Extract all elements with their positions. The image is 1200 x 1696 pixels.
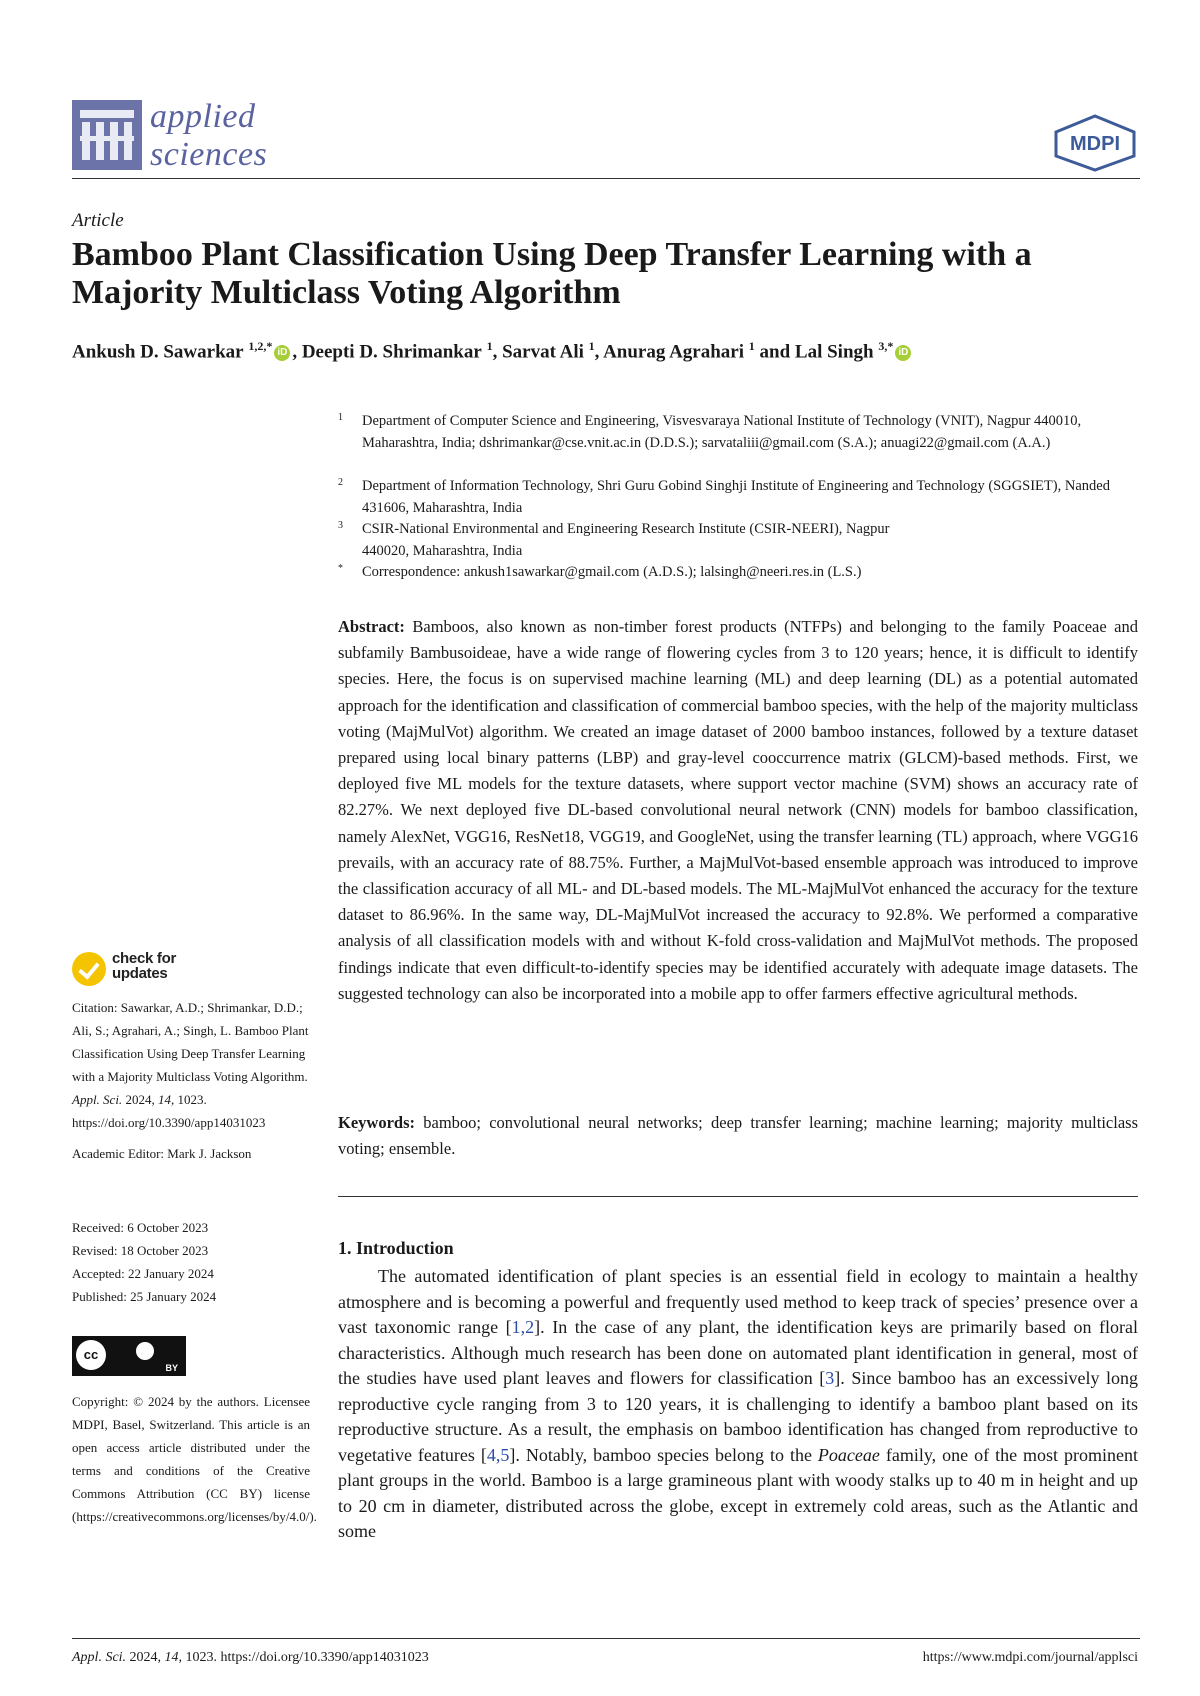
- footer-rule: [72, 1638, 1140, 1639]
- publisher-name: MDPI: [1070, 133, 1120, 155]
- keywords-text: bamboo; convolutional neural networks; deep transfer learning; machine learning; majority multiclass voting; ensemble.: [338, 1113, 1138, 1159]
- affiliation: Department of Computer Science and Engineering, Visvesvaraya National Institute of Technology (VNIT), Nagpur 440010, Maharashtra, India; dshrimankar@cse.vnit.ac.in (D.D.S.); sarvataliii@gmail.com (S.A.); anuagi22@gmail.com (A.A.): [362, 413, 1082, 451]
- author-name: Anurag Agrahari: [603, 341, 745, 363]
- header-rule: [72, 178, 1140, 179]
- received-date: Received: 6 October 2023: [72, 1220, 209, 1235]
- citation-link[interactable]: 1,2: [511, 1317, 535, 1337]
- citation-journal: Appl. Sci.: [72, 1092, 123, 1107]
- revised-date: Revised: 18 October 2023: [72, 1243, 209, 1258]
- author-affil-sup: 3,*: [878, 339, 894, 353]
- dates-block: [72, 1216, 310, 1308]
- paper-title: Bamboo Plant Classification Using Deep Transfer Learning with a Majority Multiclass Voting Algorithm: [72, 236, 1032, 311]
- citation-link[interactable]: 3: [825, 1368, 835, 1388]
- by-label: BY: [165, 1363, 178, 1373]
- affiliation-number: 2: [338, 477, 343, 488]
- author-affil-sup: 1: [486, 339, 493, 353]
- affiliation-number: 3: [338, 520, 343, 531]
- orcid-icon[interactable]: iD: [274, 345, 290, 361]
- check-for-updates-label[interactable]: [112, 951, 176, 981]
- check-line2: updates: [112, 965, 168, 982]
- affiliation-number: 1: [338, 412, 343, 423]
- citation-text: Citation: Sawarkar, A.D.; Shrimankar, D.D.; Ali, S.; Agrahari, A.; Singh, L. Bamboo Plant Classification Using Deep Transfer Learning with a Majority Multiclass Voting Algorithm.: [72, 1000, 309, 1084]
- journal-logo: [72, 100, 142, 170]
- author-name: Sarvat Ali: [502, 341, 584, 363]
- family-name: Poaceae: [817, 1444, 880, 1465]
- footer-journal-url[interactable]: https://www.mdpi.com/journal/applsci: [922, 1650, 1138, 1665]
- intro-text: The automated identification of plant species is an essential field in ecology to maintain a healthy atmosphere and is becoming a powerful and frequently used method to keep track of species’ presence over a vast taxonomic range [: [338, 1266, 1138, 1337]
- abstract: [338, 614, 1138, 1007]
- cc-by-license-badge[interactable]: [72, 1336, 186, 1376]
- abstract-label: Abstract:: [338, 617, 405, 636]
- author-affil-sup: 1,2,*: [248, 339, 273, 353]
- author-name: Deepti D. Shrimankar: [301, 341, 482, 363]
- citation-volume: 14,: [157, 1092, 175, 1107]
- section-heading: 1. Introduction: [338, 1238, 454, 1258]
- affiliation-number: *: [338, 563, 343, 574]
- journal-name: [150, 98, 267, 174]
- author-name: Lal Singh: [794, 341, 874, 363]
- author-affil-sup: 1: [748, 339, 755, 353]
- correspondence: Correspondence: ankush1sawarkar@gmail.com (A.D.S.); lalsingh@neeri.res.in (L.S.): [362, 564, 862, 580]
- copyright-notice: Copyright: © 2024 by the authors. Licensee MDPI, Basel, Switzerland. This article is an open access article distributed under the terms and conditions of the Creative Commons Attribution (CC BY) license (https://creativecommons.org/licenses/by/4.0/).: [72, 1394, 317, 1524]
- citation-doi[interactable]: 1023. https://doi.org/10.3390/app14031023: [72, 1092, 266, 1130]
- footer-doi[interactable]: 1023. https://doi.org/10.3390/app14031023: [185, 1650, 429, 1665]
- intro-text: family, one of the most prominent plant groups in the world. Bamboo is a large gramineous plant with woody stalks up to 40 m in height and up to 20 cm in diameter, distributed across the globe, except in extremely cold areas, such as the Atlantic and some: [338, 1444, 1138, 1541]
- attribution-icon: [136, 1342, 154, 1360]
- citation-link[interactable]: 4,5: [486, 1444, 510, 1465]
- introduction-paragraph: [338, 1264, 1138, 1545]
- article-type: Article: [72, 210, 124, 231]
- academic-editor: Academic Editor: Mark J. Jackson: [72, 1146, 252, 1161]
- footer-volume: 14,: [164, 1650, 183, 1665]
- author-affil-sup: 1: [588, 339, 595, 353]
- orcid-icon[interactable]: iD: [895, 345, 911, 361]
- cc-icon: cc: [76, 1340, 106, 1370]
- published-date: Published: 25 January 2024: [72, 1289, 217, 1304]
- citation-year: 2024,: [125, 1092, 155, 1107]
- affiliation: CSIR-National Environmental and Engineering Research Institute (CSIR-NEERI), Nagpur 440020, Maharashtra, India: [362, 521, 890, 559]
- affiliation: Department of Information Technology, Shri Guru Gobind Singhji Institute of Engineering and Technology (SGGSIET), Nanded 431606, Maharashtra, India: [362, 478, 1110, 516]
- keywords: [338, 1110, 1138, 1162]
- intro-text: ]. In the case of any plant, the identification keys are primarily based on floral characteristics. Although much research has been done on automated plant identification in general, most of the studies have used plant leaves and flowers for classification [: [338, 1317, 1138, 1388]
- journal-name-line2: sciences: [150, 136, 268, 173]
- abstract-text: Bamboos, also known as non-timber forest products (NTFPs) and belonging to the family Poaceae and subfamily Bambusoideae, have a wide range of flowering cycles from 3 to 120 years; hence, it is difficult to identify species. Here, the focus is on supervised machine learning (ML) and deep learning (DL) as a potential automated approach for the identification and classification of commercial bamboo species, with the help of the majority multiclass voting (MajMulVot) algorithm. We created an image dataset of 2000 bamboo instances, followed by a texture dataset prepared using local binary patterns (LBP) and gray-level cooccurrence matrix (GLCM)-based methods. First, we deployed five ML models for the texture datasets, where support vector machine (SVM) shows an accuracy rate of 82.27%. We next deployed five DL-based convolutional neural network (CNN) models for bamboo classification, namely AlexNet, VGG16, ResNet18, VGG19, and GoogleNet, using the transfer learning (TL) approach, where VGG16 prevails, with an accuracy rate of 88.75%. Further, a MajMulVot-based ensemble approach was introduced to improve the classification accuracy of all ML- and DL-based models. The ML-MajMulVot enhanced the accuracy for the texture dataset to 86.96%. In the same way, DL-MajMulVot increased the accuracy to 92.8%. We performed a comparative analysis of all classification models with and without K-fold cross-validation and MajMulVot methods. The proposed findings indicate that even difficult-to-identify species may be identified accurately with adequate image datasets. The suggested technology can also be incorporated into a mobile app to offer farmers effective agricultural methods.: [338, 617, 1138, 1003]
- mdpi-logo: [1052, 114, 1138, 172]
- check-for-updates-icon[interactable]: [72, 952, 106, 986]
- footer-journal: Appl. Sci.: [72, 1650, 127, 1665]
- accepted-date: Accepted: 22 January 2024: [72, 1266, 214, 1281]
- author-list: Ankush D. Sawarkar $^{1,2,*}$ iD , Deepti D. Shrimankar $^1$, Sarvat Ali $^1$, Anurag Agrahari $^1$ and Lal Singh $^{3,*}$ iD: [72, 339, 913, 363]
- citation-block: [72, 996, 310, 1165]
- keywords-label: Keywords:: [338, 1113, 415, 1132]
- intro-text: ]. Notably, bamboo species belong to the: [509, 1444, 818, 1465]
- check-line1: check for: [112, 950, 176, 967]
- author-name: Ankush D. Sawarkar: [72, 341, 244, 363]
- footer-citation: [72, 1650, 429, 1666]
- journal-name-line1: applied: [150, 98, 256, 135]
- section-rule: [338, 1196, 1138, 1197]
- footer-year: 2024,: [129, 1650, 162, 1665]
- intro-text: ]. Since bamboo has an excessively long reproductive cycle ranging from 3 to 120 years, it is challenging to identify a bamboo plant based on its reproductive structure. As a result, the emphasis on bamboo identification has changed from reproductive to vegetative features [: [338, 1368, 1138, 1465]
